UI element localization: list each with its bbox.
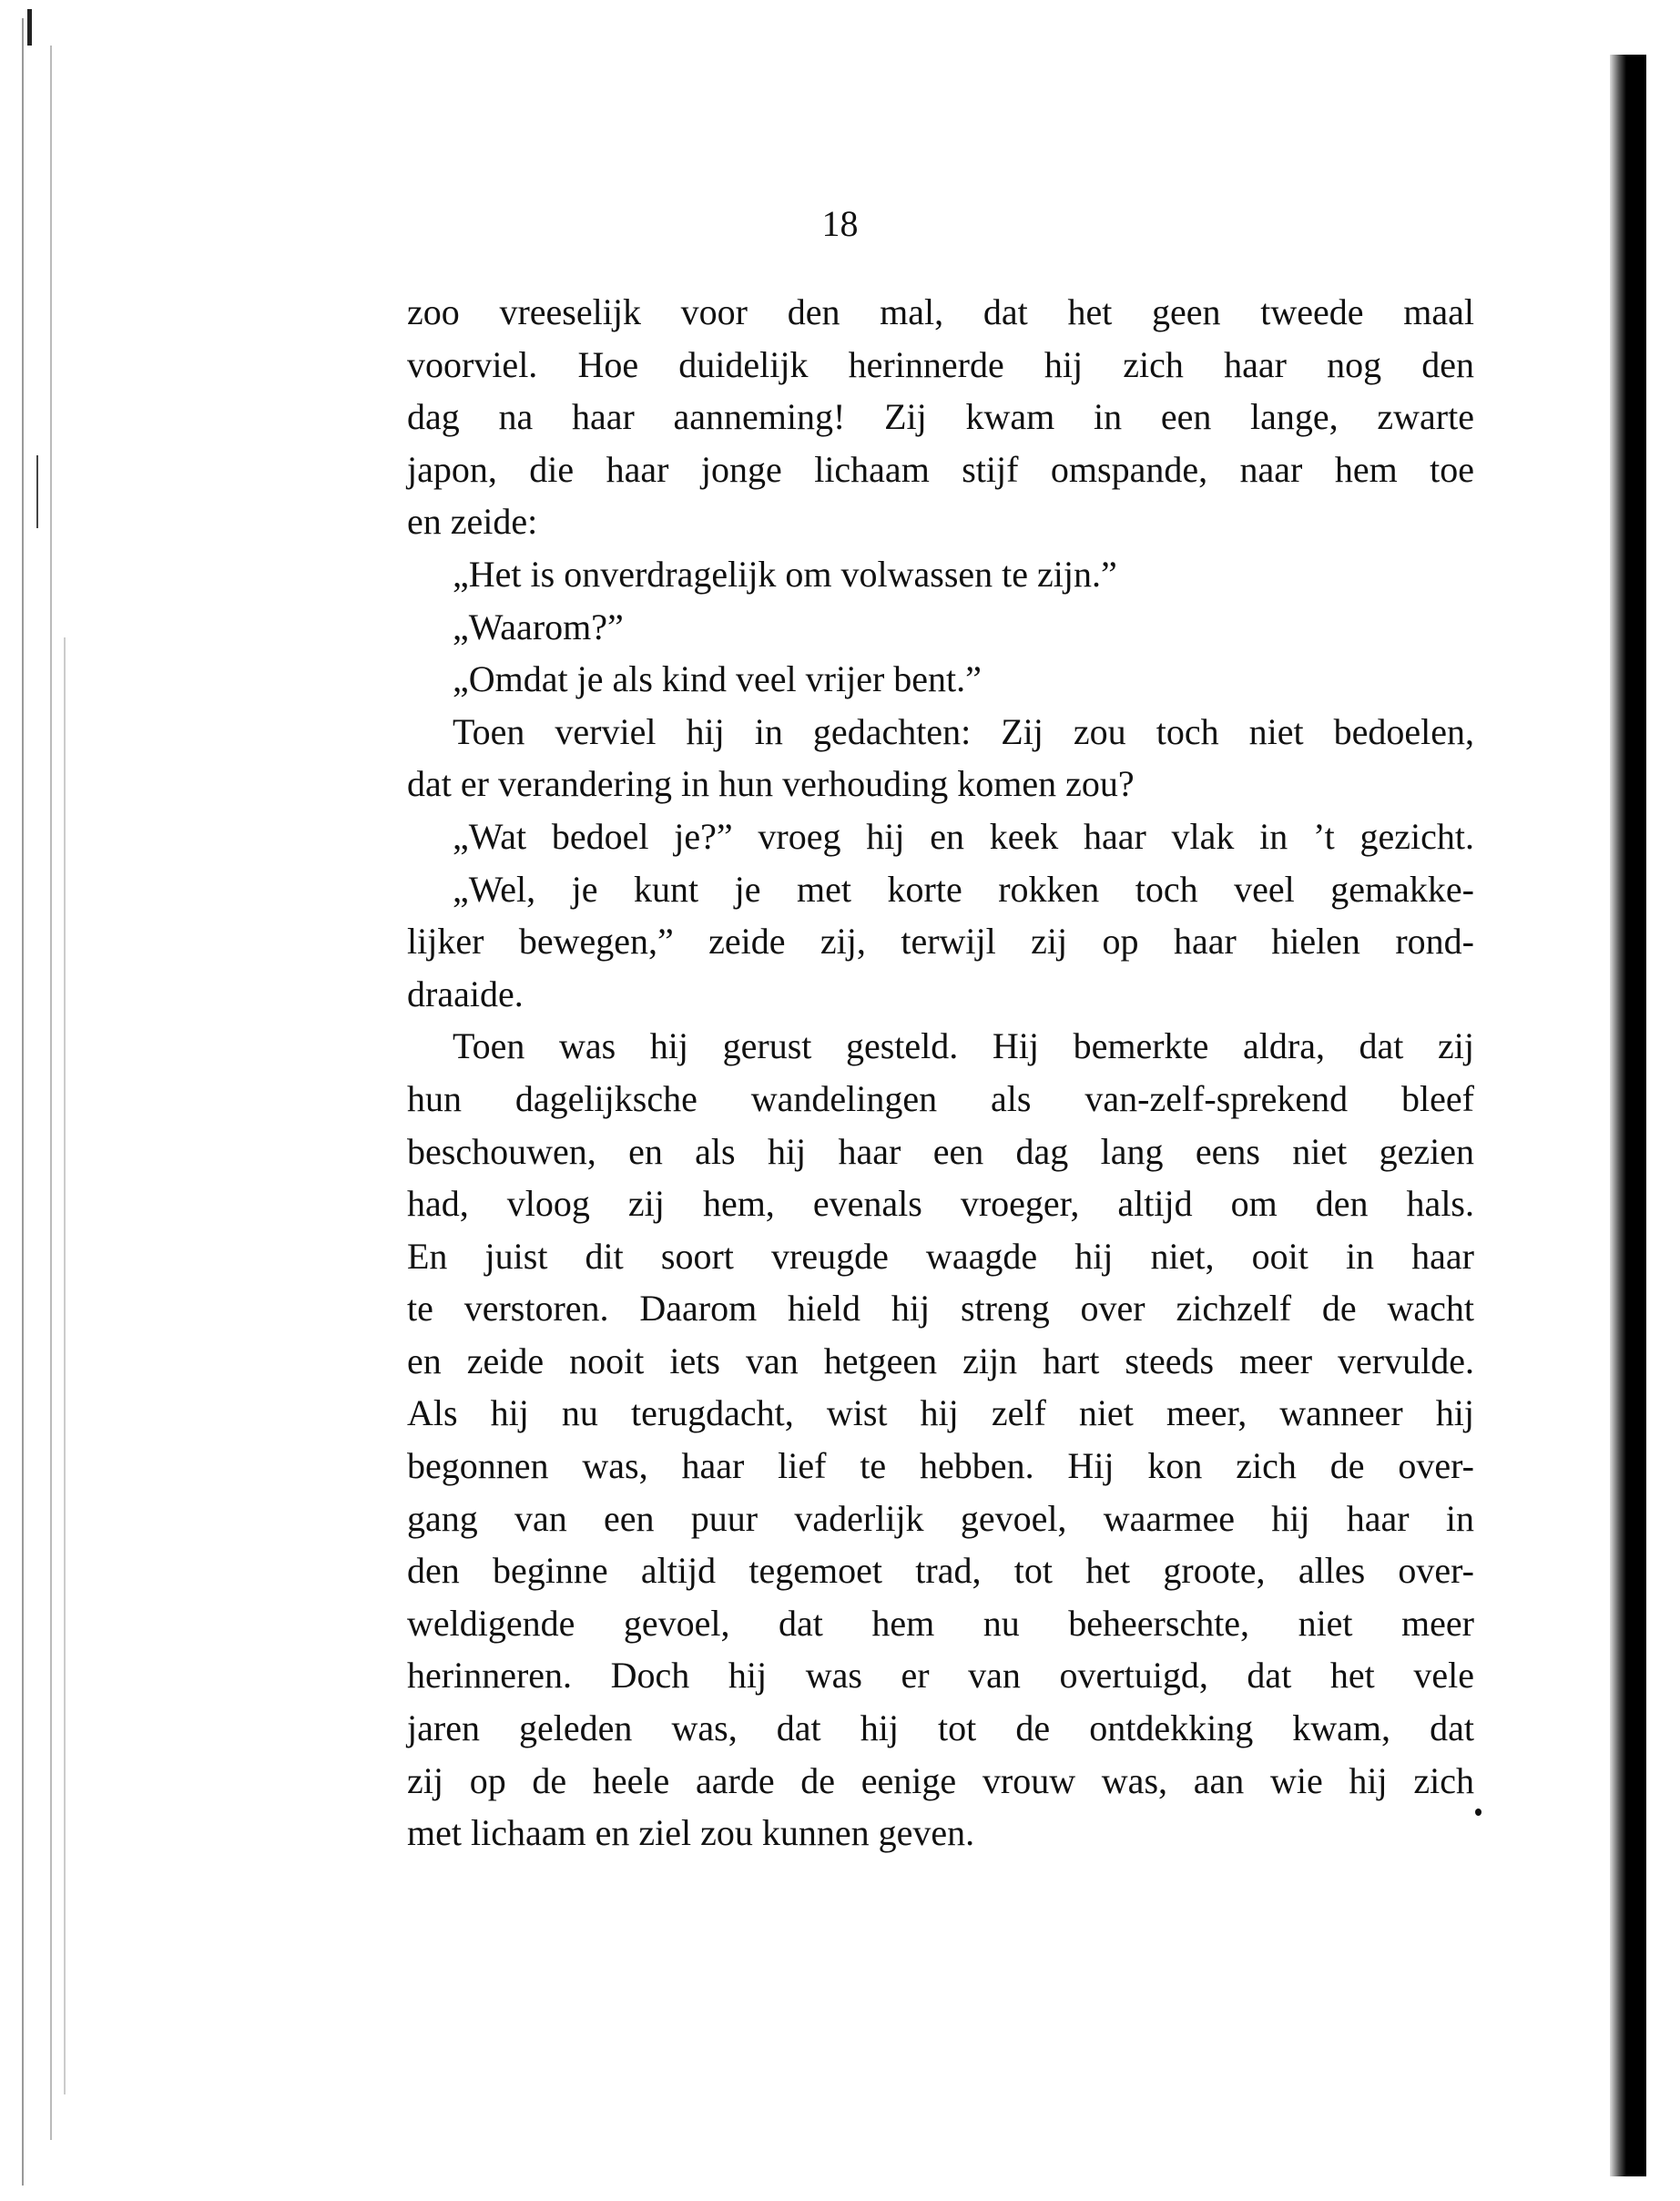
- text-line: en zeide:: [407, 501, 538, 543]
- text-line: lijker bewegen,” zeide zij, terwijl zij op haar hielen rond-: [407, 921, 1474, 963]
- text-line: gang van een puur vaderlijk gevoel, waarmee hij haar in: [407, 1497, 1474, 1539]
- scan-edge-line: [22, 18, 24, 2186]
- text-line: Als hij nu terugdacht, wist hij zelf niet meer, wanneer hij: [407, 1392, 1474, 1434]
- scan-edge-line: [64, 637, 66, 2094]
- text-line: „Wel, je kunt je met korte rokken toch veel gemakke-: [453, 868, 1474, 910]
- text-line: „Het is onverdragelijk om volwassen te zijn.”: [453, 553, 1117, 595]
- text-line: Toen was hij gerust gesteld. Hij bemerkte aldra, dat zij: [453, 1025, 1474, 1067]
- text-line: voorviel. Hoe duidelijk herinnerde hij zich haar nog den: [407, 343, 1474, 385]
- text-line: had, vloog zij hem, evenals vroeger, altijd om den hals.: [407, 1183, 1474, 1225]
- text-line: beschouwen, en als hij haar een dag lang eens niet gezien: [407, 1130, 1474, 1172]
- body-text: [407, 286, 1474, 1860]
- text-line: zij op de heele aarde de eenige vrouw was, aan wie hij zich: [407, 1759, 1474, 1801]
- scan-right-edge-band: [1610, 55, 1646, 2176]
- text-line: Toen verviel hij in gedachten: Zij zou toch niet bedoelen,: [453, 710, 1474, 752]
- scan-edge-line: [27, 9, 32, 46]
- text-line: „Omdat je als kind veel vrijer bent.”: [453, 658, 982, 700]
- text-line: japon, die haar jonge lichaam stijf omspande, naar hem toe: [407, 448, 1474, 490]
- text-line: den beginne altijd tegemoet trad, tot het groote, alles over-: [407, 1550, 1474, 1592]
- text-line: weldigende gevoel, dat hem nu beheerschte, niet meer: [407, 1602, 1474, 1644]
- text-line: met lichaam en ziel zou kunnen geven.: [407, 1812, 975, 1854]
- text-line: herinneren. Doch hij was er van overtuigd, dat het vele: [407, 1655, 1474, 1697]
- text-line: te verstoren. Daarom hield hij streng over zichzelf de wacht: [407, 1288, 1474, 1330]
- text-line: hun dagelijksche wandelingen als van-zelf-sprekend bleef: [407, 1077, 1474, 1119]
- page-number: 18: [821, 203, 859, 244]
- ink-speck: [1475, 1809, 1481, 1816]
- text-line: begonnen was, haar lief te hebben. Hij kon zich de over-: [407, 1445, 1474, 1487]
- text-line: dat er verandering in hun verhouding komen zou?: [407, 763, 1135, 805]
- text-line: draaide.: [407, 973, 524, 1014]
- text-line: „Wat bedoel je?” vroeg hij en keek haar vlak in ’t gezicht.: [453, 815, 1474, 857]
- text-line: en zeide nooit iets van hetgeen zijn hart steeds meer vervulde.: [407, 1340, 1474, 1381]
- text-line: zoo vreeselijk voor den mal, dat het geen tweede maal: [407, 291, 1474, 332]
- text-line: „Waarom?”: [453, 606, 624, 647]
- scan-edge-line: [50, 46, 52, 2140]
- text-line: En juist dit soort vreugde waagde hij niet, ooit in haar: [407, 1235, 1474, 1277]
- text-line: jaren geleden was, dat hij tot de ontdekking kwam, dat: [407, 1707, 1474, 1749]
- scan-edge-line: [36, 455, 38, 528]
- text-line: dag na haar aanneming! Zij kwam in een lange, zwarte: [407, 396, 1474, 438]
